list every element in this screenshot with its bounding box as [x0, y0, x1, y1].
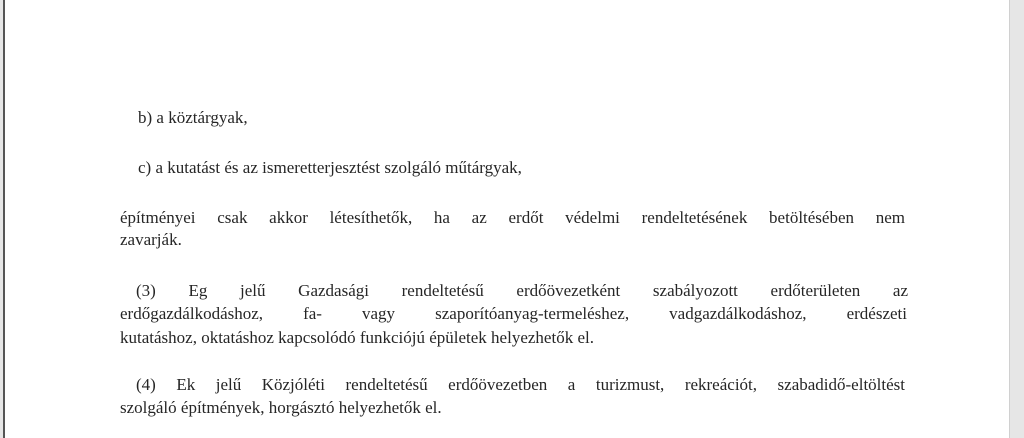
paragraph-continuation-line-2: zavarják.: [120, 230, 182, 249]
list-item-c: c) a kutatást és az ismeretterjesztést szolgáló műtárgyak,: [138, 158, 522, 177]
paragraph-3-line-2: erdőgazdálkodáshoz, fa- vagy szaporítóanyag-termeléshez, vadgazdálkodáshoz, erdészeti: [120, 304, 907, 323]
paragraph-4-line-1: (4) Ek jelű Közjóléti rendeltetésű erdőövezetben a turizmust, rekreációt, szabadidő-eltöltést: [136, 375, 905, 394]
list-item-b: b) a köztárgyak,: [138, 108, 248, 127]
document-page: [3, 0, 1010, 438]
paragraph-3-line-3: kutatáshoz, oktatáshoz kapcsolódó funkciójú épületek helyezhetők el.: [120, 328, 594, 347]
paragraph-3-line-1: (3) Eg jelű Gazdasági rendeltetésű erdőövezetként szabályozott erdőterületen az: [136, 281, 908, 300]
paragraph-4-line-2: szolgáló építmények, horgásztó helyezhetők el.: [120, 398, 442, 417]
paragraph-continuation-line-1: építményei csak akkor létesíthetők, ha az erdőt védelmi rendeltetésének betöltésében nem: [120, 208, 905, 227]
